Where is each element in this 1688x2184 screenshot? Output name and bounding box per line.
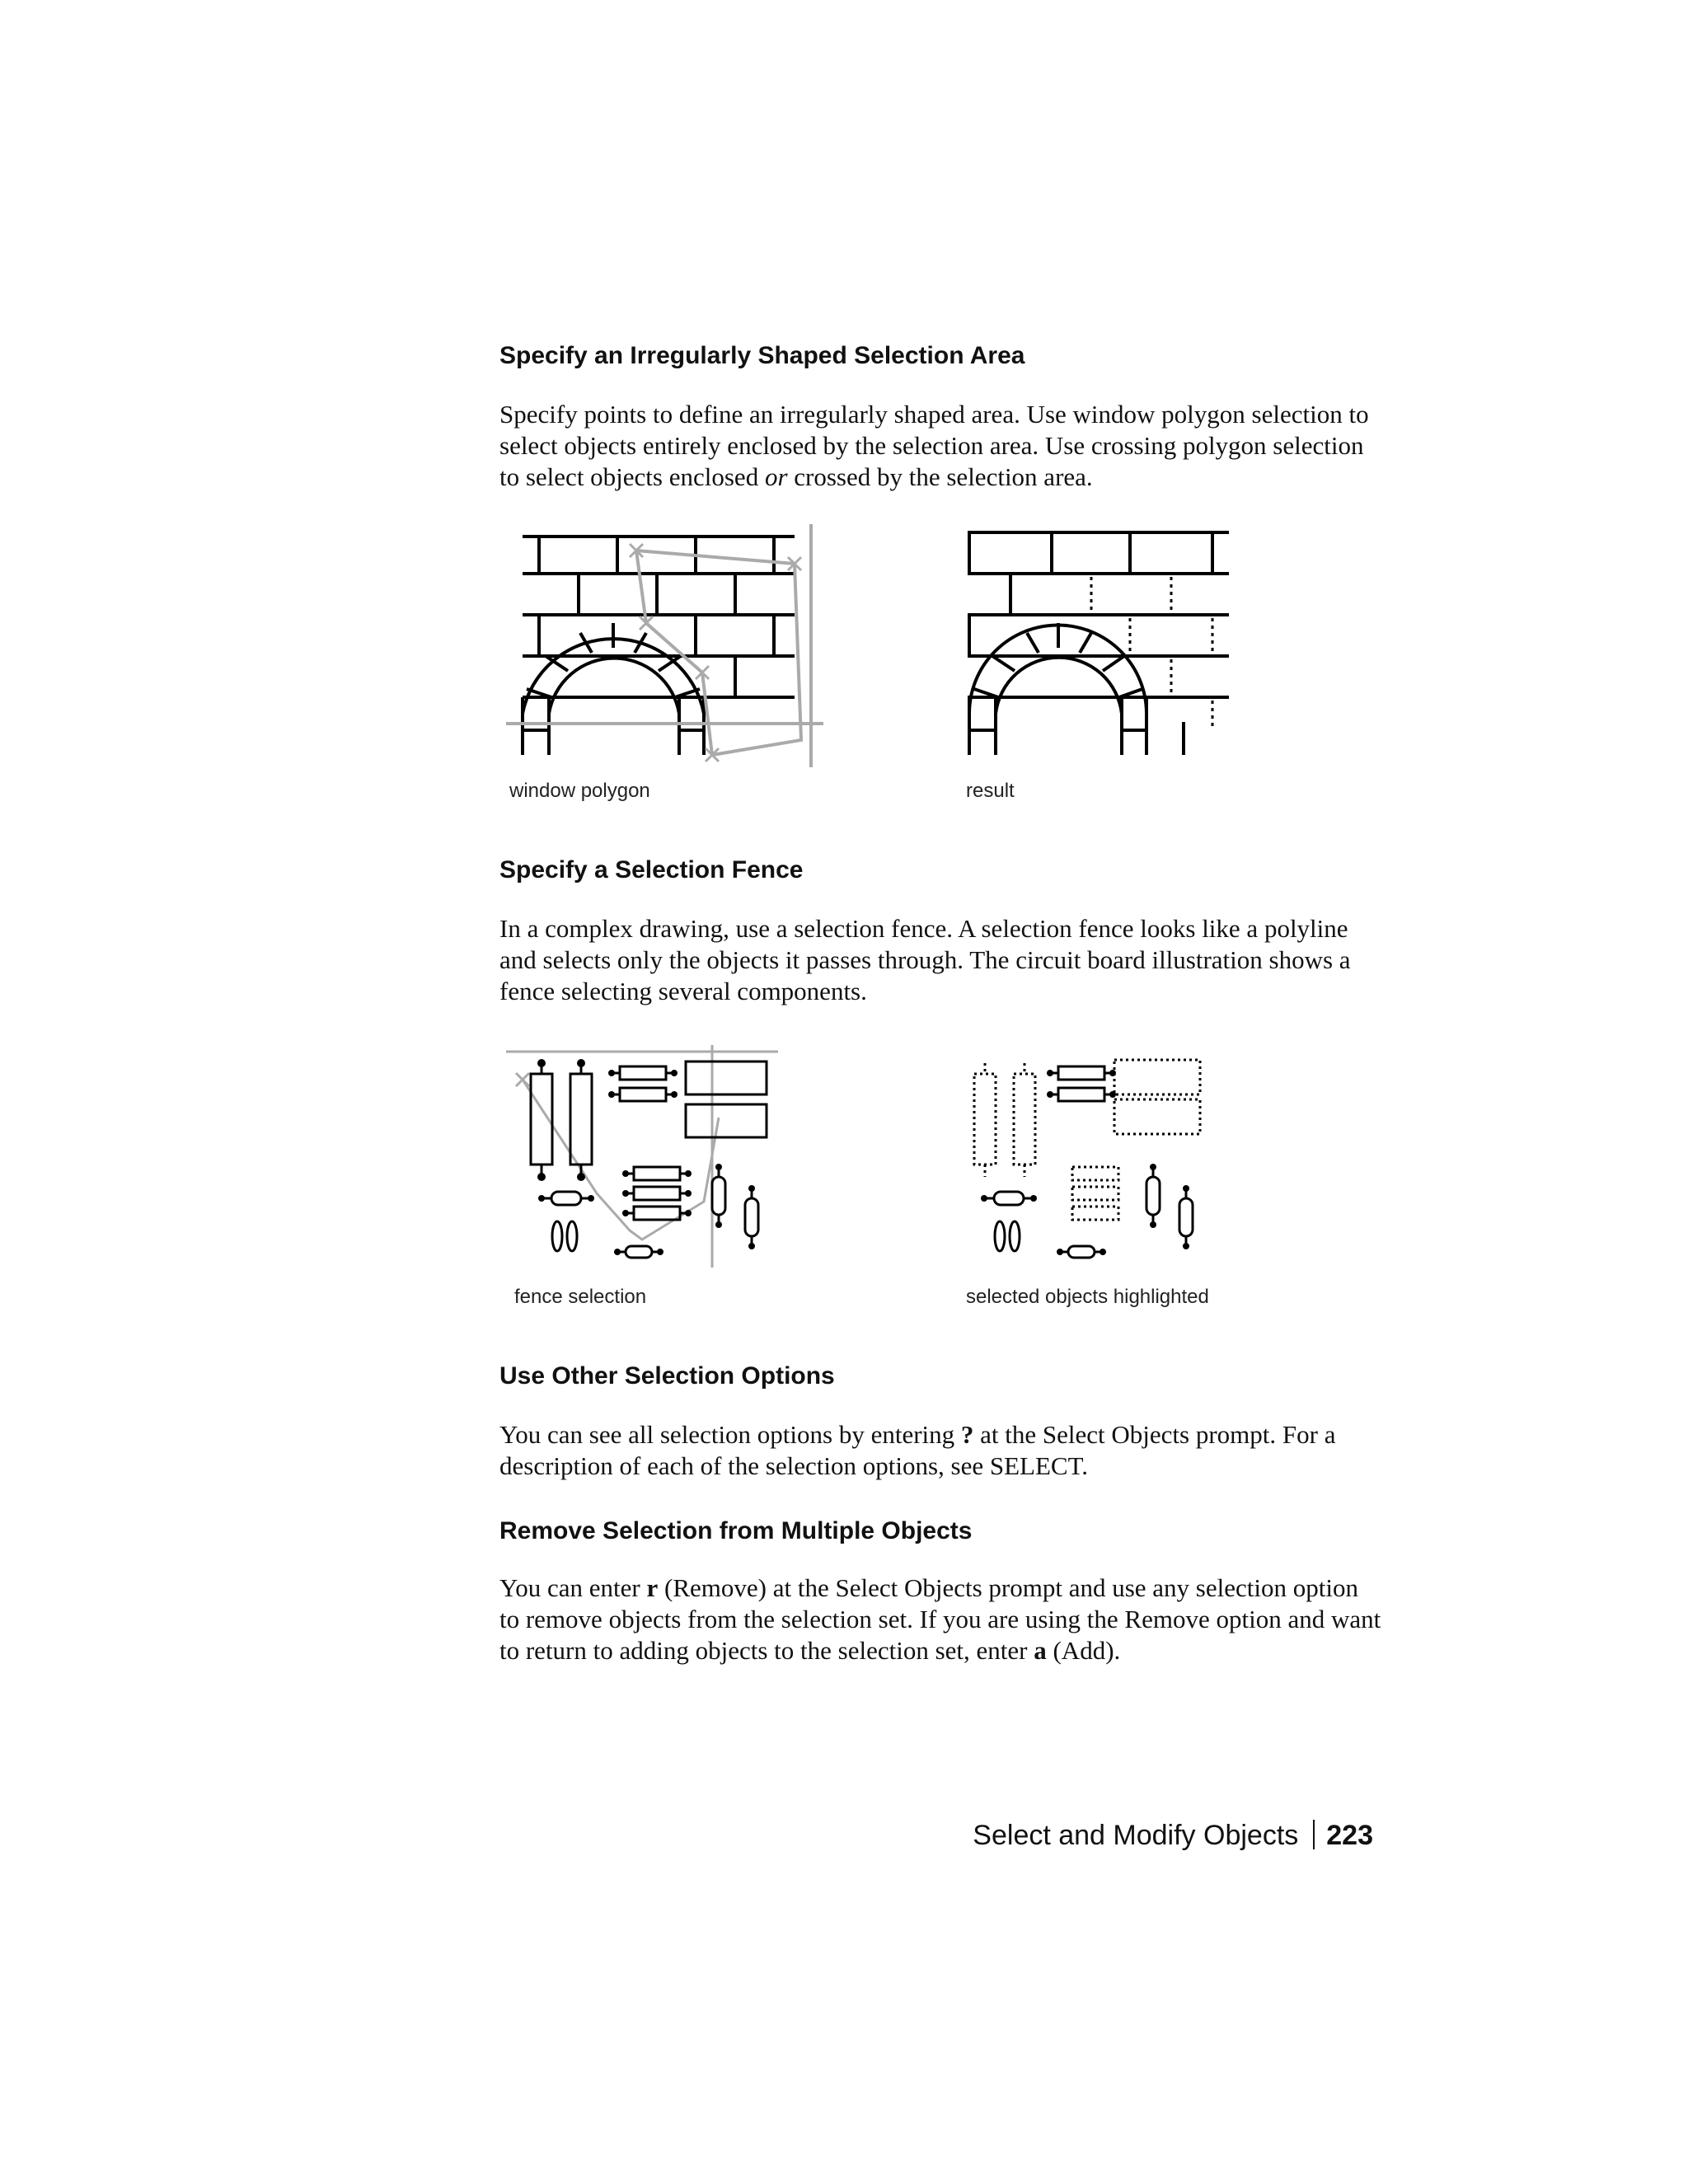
bold-text: a [1034, 1636, 1047, 1665]
section-heading-irregular: Specify an Irregularly Shaped Selection Area [499, 342, 1025, 369]
page-footer [973, 1820, 1373, 1852]
figure-caption-window-polygon: window polygon [509, 780, 650, 802]
page-number: 223 [1326, 1820, 1373, 1851]
body-text: Specify points to define an irregularly shaped area. Use window polygon selection to select objects entirely enclosed by the selection area. Use crossing polygon selection to select objects enclosed [499, 400, 1369, 491]
window-polygon-figure [506, 524, 836, 771]
body-text: (Add). [1046, 1636, 1121, 1665]
body-text: crossed by the selection area. [787, 462, 1093, 491]
fence-selection-figure [506, 1045, 803, 1276]
section-heading-remove-selection: Remove Selection from Multiple Objects [499, 1517, 973, 1544]
figure-caption-result: result [966, 780, 1015, 802]
section-heading-fence: Specify a Selection Fence [499, 856, 804, 883]
selected-objects-figure [961, 1045, 1258, 1276]
section-body-fence: In a complex drawing, use a selection fence. A selection fence looks like a polyline and selects only the objects it passes through. The circuit board illustration shows a fence selecting several components. [499, 914, 1351, 1005]
section-body-irregular [499, 399, 1381, 493]
figure-caption-selected-objects: selected objects highlighted [966, 1286, 1209, 1308]
body-text: at the Select Objects prompt. For a description of each of the selection options, see SELECT. [499, 1420, 1336, 1480]
bold-text: ? [960, 1420, 974, 1449]
body-text: (Remove) at the Select Objects prompt and use any selection option to remove objects from the selection set. If you are using the Remove option and want to return to adding objects to the selection set, enter [499, 1573, 1381, 1665]
emphasis-text: or [764, 462, 788, 491]
section-heading-other-options: Use Other Selection Options [499, 1362, 835, 1390]
result-figure [961, 524, 1258, 771]
footer-separator [1313, 1820, 1315, 1849]
bold-text: r [646, 1573, 659, 1602]
footer-chapter-title: Select and Modify Objects [973, 1820, 1299, 1851]
body-text: You can see all selection options by entering [499, 1420, 961, 1449]
figure-caption-fence-selection: fence selection [514, 1286, 647, 1308]
section-body-other-options [499, 1419, 1381, 1482]
section-body-remove-selection [499, 1572, 1381, 1666]
body-text: You can enter [499, 1573, 647, 1602]
